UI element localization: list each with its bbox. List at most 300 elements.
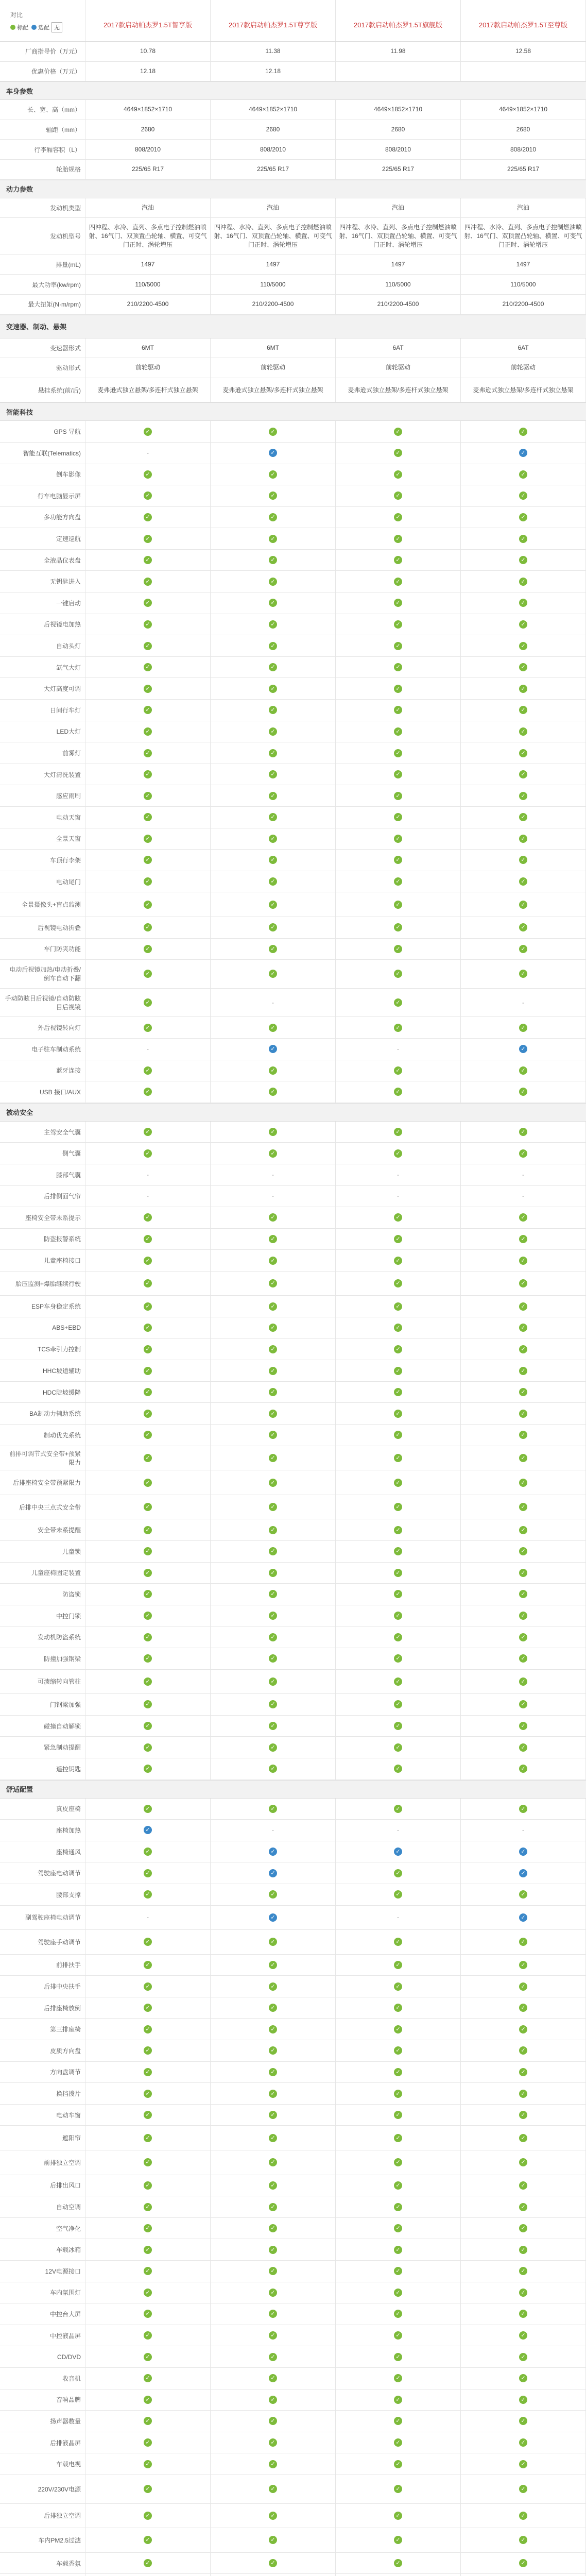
spec-row-label: 腰部支撑 [0,1884,85,1905]
standard-check-icon: ✓ [519,1890,527,1899]
spec-cell [461,1186,586,1207]
spec-cell [211,1403,336,1424]
standard-check-icon: ✓ [519,856,527,864]
spec-cell [461,1360,586,1381]
standard-check-icon: ✓ [144,2559,152,2567]
spec-row [0,1584,586,1605]
optional-check-icon: ✓ [269,1869,277,1877]
standard-check-icon: ✓ [144,856,152,864]
spec-row [0,635,586,657]
spec-cell [336,2062,461,2083]
standard-check-icon: ✓ [144,2331,152,2340]
standard-check-icon: ✓ [394,1938,402,1946]
standard-check-icon: ✓ [269,749,277,757]
spec-cell: 1497 [336,255,461,275]
spec-cell [85,1425,211,1446]
spec-row-label: 后排液晶屏 [0,2432,85,2453]
standard-check-icon: ✓ [144,2460,152,2468]
spec-cell [211,592,336,614]
spec-cell [336,1626,461,1648]
spec-cell [211,764,336,785]
standard-check-icon: ✓ [269,1743,277,1752]
car-column-header[interactable]: 2017款启动帕杰罗1.5T旗舰版 [336,0,461,41]
spec-cell [211,2411,336,2432]
spec-cell [336,1495,461,1519]
standard-check-icon: ✓ [519,877,527,886]
standard-check-icon: ✓ [269,2267,277,2275]
spec-cell [336,550,461,571]
standard-check-icon: ✓ [394,1982,402,1991]
spec-cell: 麦弗逊式独立悬架/多连杆式独立悬架 [336,378,461,402]
spec-cell [85,2432,211,2453]
standard-check-icon: ✓ [394,1066,402,1075]
spec-cell [461,1626,586,1648]
standard-check-icon: ✓ [144,2046,152,2055]
spec-cell [461,1605,586,1626]
spec-cell [336,1605,461,1626]
standard-check-icon: ✓ [519,1324,527,1332]
spec-cell [336,2411,461,2432]
spec-cell [85,960,211,988]
standard-check-icon: ✓ [519,2068,527,2076]
standard-check-icon: ✓ [144,2353,152,2361]
standard-check-icon: ✓ [144,749,152,757]
spec-cell [336,892,461,917]
spec-cell [211,2553,336,2574]
spec-cell [85,1605,211,1626]
standard-check-icon: ✓ [394,1302,402,1311]
standard-check-icon: ✓ [269,578,277,586]
spec-cell [211,1605,336,1626]
standard-check-icon: ✓ [144,1213,152,1222]
spec-cell [85,1563,211,1584]
spec-cell [211,1446,336,1470]
standard-check-icon: ✓ [269,945,277,953]
spec-row [0,2239,586,2261]
spec-cell [211,1229,336,1250]
spec-cell [461,764,586,785]
spec-cell [461,2218,586,2239]
spec-cell: 汽油 [85,198,211,218]
spec-cell: 110/5000 [336,275,461,294]
standard-check-icon: ✓ [144,1890,152,1899]
spec-cell [85,657,211,678]
spec-cell [85,1584,211,1605]
spec-row-label: 车内氛围灯 [0,2282,85,2303]
spec-cell [211,1930,336,1954]
standard-check-icon: ✓ [144,1302,152,1311]
spec-cell [336,592,461,614]
standard-check-icon: ✓ [269,2046,277,2055]
spec-cell [211,2062,336,2083]
spec-cell [336,2150,461,2175]
spec-row [0,2126,586,2150]
spec-cell [211,1382,336,1403]
section-header [0,81,586,100]
standard-check-icon: ✓ [269,970,277,978]
spec-row-label: 门钢梁加强 [0,1694,85,1715]
spec-row [0,2062,586,2083]
spec-cell [85,2368,211,2389]
spec-row [0,358,586,378]
spec-cell [211,2150,336,2175]
standard-check-icon: ✓ [269,2460,277,2468]
spec-cell [461,1403,586,1424]
spec-cell [85,1541,211,1562]
standard-check-icon: ✓ [269,2111,277,2119]
spec-row-label: 日间行车灯 [0,700,85,721]
spec-cell [336,785,461,806]
spec-row [0,1296,586,1317]
standard-check-icon: ✓ [144,1569,152,1577]
spec-table [0,42,586,2576]
spec-cell [461,2062,586,2083]
spec-cell [211,742,336,764]
standard-check-icon: ✓ [144,620,152,629]
spec-row [0,1884,586,1906]
standard-check-icon: ✓ [144,1869,152,1877]
spec-row [0,338,586,359]
spec-row [0,2325,586,2347]
spec-row-label: TCS牵引力控制 [0,1339,85,1360]
spec-cell: 210/2200-4500 [211,295,336,314]
standard-check-icon: ✓ [519,1257,527,1265]
spec-cell [336,2553,461,2574]
standard-check-icon: ✓ [269,620,277,629]
spec-cell [336,1820,461,1841]
spec-row [0,255,586,275]
spec-row-label: 自动空调 [0,2196,85,2217]
spec-cell [336,1519,461,1540]
car-column-header[interactable]: 2017款启动帕杰罗1.5T智享版 [85,0,211,41]
spec-row [0,1841,586,1863]
standard-check-icon: ✓ [269,1765,277,1773]
standard-check-icon: ✓ [394,2181,402,2190]
standard-check-icon: ✓ [519,1066,527,1075]
spec-cell [461,2475,586,2503]
spec-row [0,939,586,960]
spec-cell [211,421,336,442]
spec-cell [211,2239,336,2260]
standard-check-icon: ✓ [394,1722,402,1730]
spec-cell [336,62,461,81]
spec-cell [461,1017,586,1038]
spec-cell [211,828,336,850]
car-column-header[interactable]: 2017款启动帕杰罗1.5T至尊版 [461,0,586,41]
spec-cell: 12.18 [211,62,336,81]
standard-check-icon: ✓ [269,2158,277,2166]
spec-row-label: 前排扶手 [0,1955,85,1976]
standard-check-icon: ✓ [519,1590,527,1598]
spec-row-label: 手动防眩目后视镜/自动防眩目后视镜 [0,989,85,1017]
spec-cell [336,1186,461,1207]
standard-check-icon: ✓ [519,901,527,909]
spec-cell [336,2126,461,2150]
spec-cell [461,917,586,938]
spec-cell [85,2239,211,2260]
spec-cell [211,443,336,464]
spec-cell [85,507,211,528]
spec-cell [336,1563,461,1584]
spec-row [0,42,586,62]
standard-check-icon: ✓ [394,1324,402,1332]
spec-row-label: 电动尾门 [0,871,85,892]
spec-cell [461,1862,586,1884]
standard-check-icon: ✓ [269,1547,277,1555]
spec-row-label: 后视镜电动折叠 [0,917,85,938]
spec-row [0,2389,586,2411]
standard-check-icon: ✓ [519,945,527,953]
spec-row [0,1563,586,1584]
standard-check-icon: ✓ [144,1677,152,1686]
standard-check-icon: ✓ [144,2111,152,2119]
standard-check-icon: ✓ [144,2512,152,2520]
spec-cell: 麦弗逊式独立悬架/多连杆式独立悬架 [85,378,211,402]
standard-check-icon: ✓ [519,1547,527,1555]
standard-check-icon: ✓ [519,1479,527,1487]
spec-row-label: 最大功率(kw/rpm) [0,275,85,294]
spec-cell: 808/2010 [211,140,336,159]
spec-cell [211,2574,336,2576]
spec-cell [85,2553,211,2574]
spec-cell [461,2325,586,2346]
spec-cell: 麦弗逊式独立悬架/多连杆式独立悬架 [461,378,586,402]
spec-row-label: 主驾安全气囊 [0,1122,85,1143]
standard-check-icon: ✓ [519,2438,527,2447]
spec-cell [211,1716,336,1737]
not-available-dash: - [522,998,524,1006]
standard-check-icon: ✓ [269,706,277,714]
standard-check-icon: ✓ [269,1700,277,1708]
standard-check-icon: ✓ [519,1677,527,1686]
spec-cell [336,1039,461,1060]
spec-row-label: 中控台大屏 [0,2303,85,2325]
standard-check-icon: ✓ [519,1454,527,1462]
spec-row-label: ESP车身稳定系统 [0,1296,85,1317]
standard-check-icon: ✓ [269,2417,277,2425]
spec-row-label: 悬挂系统(前/后) [0,378,85,402]
standard-check-icon: ✓ [519,642,527,650]
spec-cell [211,550,336,571]
spec-cell [461,2239,586,2260]
standard-check-icon: ✓ [269,856,277,864]
spec-row-label: 皮质方向盘 [0,2040,85,2061]
standard-check-icon: ✓ [519,1526,527,1534]
spec-cell [336,1862,461,1884]
standard-check-icon: ✓ [269,2289,277,2297]
spec-cell [336,1541,461,1562]
standard-check-icon: ✓ [519,1805,527,1813]
spec-row [0,1081,586,1103]
spec-row [0,1360,586,1382]
spec-cell [336,2239,461,2260]
spec-cell [211,2282,336,2303]
spec-row [0,700,586,721]
spec-row-label: 厂商指导价（万元） [0,42,85,61]
standard-check-icon: ✓ [144,1279,152,1287]
spec-cell [85,2303,211,2325]
spec-cell [211,2368,336,2389]
spec-row-label: 排量(mL) [0,255,85,275]
spec-row-label: USB 接口/AUX [0,1081,85,1103]
optional-check-icon: ✓ [269,1848,277,1856]
spec-cell [85,721,211,742]
spec-row [0,2574,586,2576]
spec-cell [336,1296,461,1317]
spec-cell [85,1930,211,1954]
spec-cell: 808/2010 [461,140,586,159]
spec-cell [336,2475,461,2503]
spec-cell [211,2346,336,2367]
standard-check-icon: ✓ [394,792,402,800]
spec-cell [461,1955,586,1976]
spec-cell [336,1884,461,1905]
standard-check-icon: ✓ [394,2559,402,2567]
spec-cell [211,939,336,960]
standard-check-icon: ✓ [144,1024,152,1032]
spec-cell [461,1060,586,1081]
optional-check-icon: ✓ [144,1826,152,1834]
spec-cell [336,721,461,742]
spec-row [0,1737,586,1758]
spec-cell [461,2040,586,2061]
standard-check-icon: ✓ [144,1805,152,1813]
spec-cell [211,2175,336,2196]
spec-row-label: 大灯清洗装置 [0,764,85,785]
spec-cell [461,1272,586,1296]
spec-row-label: 电动后视镜加热/电动折叠/倒车自动下翻 [0,960,85,988]
standard-check-icon: ✓ [144,2438,152,2447]
spec-cell [336,2196,461,2217]
standard-check-icon: ✓ [519,2203,527,2211]
spec-cell [211,2126,336,2150]
standard-check-icon: ✓ [394,1677,402,1686]
spec-row-label: 中控门锁 [0,1605,85,1626]
spec-cell [85,2062,211,2083]
standard-check-icon: ✓ [394,2004,402,2012]
spec-cell [211,1976,336,1997]
spec-cell [461,2528,586,2552]
spec-cell [336,2389,461,2411]
spec-row-label: 座椅安全带未系提示 [0,1207,85,1228]
spec-row [0,2105,586,2126]
spec-cell [211,700,336,721]
standard-check-icon: ✓ [144,2004,152,2012]
spec-row [0,1670,586,1694]
standard-check-icon: ✓ [394,2289,402,2297]
spec-cell [211,1425,336,1446]
legend-none[interactable]: 无 [51,22,62,32]
standard-check-icon: ✓ [144,706,152,714]
spec-cell [461,1229,586,1250]
spec-cell [461,1250,586,1271]
spec-row-label: 可溃缩转向管柱 [0,1670,85,1694]
section-header [0,1103,586,1122]
spec-row-label: 一键启动 [0,592,85,614]
standard-check-icon: ✓ [519,2536,527,2544]
spec-cell [85,939,211,960]
spec-cell [461,1648,586,1669]
section-header [0,1780,586,1799]
optional-legend-icon [31,25,37,30]
spec-row-label: 座椅加热 [0,1820,85,1841]
spec-row [0,1799,586,1820]
standard-check-icon: ✓ [269,2025,277,2033]
standard-check-icon: ✓ [519,792,527,800]
standard-check-icon: ✓ [394,535,402,543]
standard-check-icon: ✓ [144,2417,152,2425]
standard-check-icon: ✓ [519,1149,527,1158]
spec-cell [85,635,211,656]
spec-row [0,828,586,850]
spec-cell [461,1976,586,1997]
spec-cell [85,1716,211,1737]
spec-cell [85,2346,211,2367]
spec-cell: 6MT [85,338,211,358]
standard-check-icon: ✓ [394,1431,402,1439]
spec-cell [336,1272,461,1296]
spec-cell [211,1758,336,1780]
spec-row-label: GPS 导航 [0,421,85,442]
standard-check-icon: ✓ [394,749,402,757]
spec-cell [211,850,336,871]
spec-row-label: 碰撞自动解锁 [0,1716,85,1737]
spec-row-label: 电动天窗 [0,807,85,828]
standard-check-icon: ✓ [519,1345,527,1353]
spec-cell [336,1207,461,1228]
spec-cell [461,2368,586,2389]
standard-check-icon: ✓ [394,945,402,953]
spec-cell [85,1143,211,1164]
spec-cell [211,2196,336,2217]
spec-cell [461,1164,586,1185]
standard-check-icon: ✓ [519,2460,527,2468]
spec-cell [461,550,586,571]
standard-check-icon: ✓ [394,1503,402,1511]
spec-cell [336,571,461,592]
spec-cell [85,1207,211,1228]
legend [10,22,85,32]
spec-cell [211,678,336,699]
standard-check-icon: ✓ [269,599,277,607]
spec-cell [336,2040,461,2061]
standard-check-icon: ✓ [144,1612,152,1620]
standard-check-icon: ✓ [269,792,277,800]
standard-check-icon: ✓ [144,663,152,671]
spec-row-label: 全景天窗 [0,828,85,850]
spec-cell [336,1403,461,1424]
spec-row-label: 前雾灯 [0,742,85,764]
spec-row-label: 长、宽、高（mm） [0,100,85,120]
standard-check-icon: ✓ [144,556,152,564]
spec-cell [211,2040,336,2061]
standard-check-icon: ✓ [394,923,402,931]
spec-row [0,2528,586,2553]
spec-cell [336,2528,461,2552]
standard-check-icon: ✓ [269,1722,277,1730]
spec-row-label: 儿童座椅接口 [0,1250,85,1271]
spec-row-label: 车载冰箱 [0,2239,85,2260]
spec-row-label: 氙气大灯 [0,657,85,678]
spec-row [0,2175,586,2197]
car-column-header[interactable]: 2017款启动帕杰罗1.5T尊享版 [211,0,336,41]
header-label-cell [0,0,85,41]
spec-cell [211,1360,336,1381]
spec-row-label: 全景摄像头+盲点监测 [0,892,85,917]
spec-cell [85,871,211,892]
standard-check-icon: ✓ [144,642,152,650]
spec-cell: 四冲程、水冷、直列、多点电子控制燃油喷射、16气门、双顶置凸轮轴、横置、可变气门正时、涡轮增压 [461,218,586,255]
